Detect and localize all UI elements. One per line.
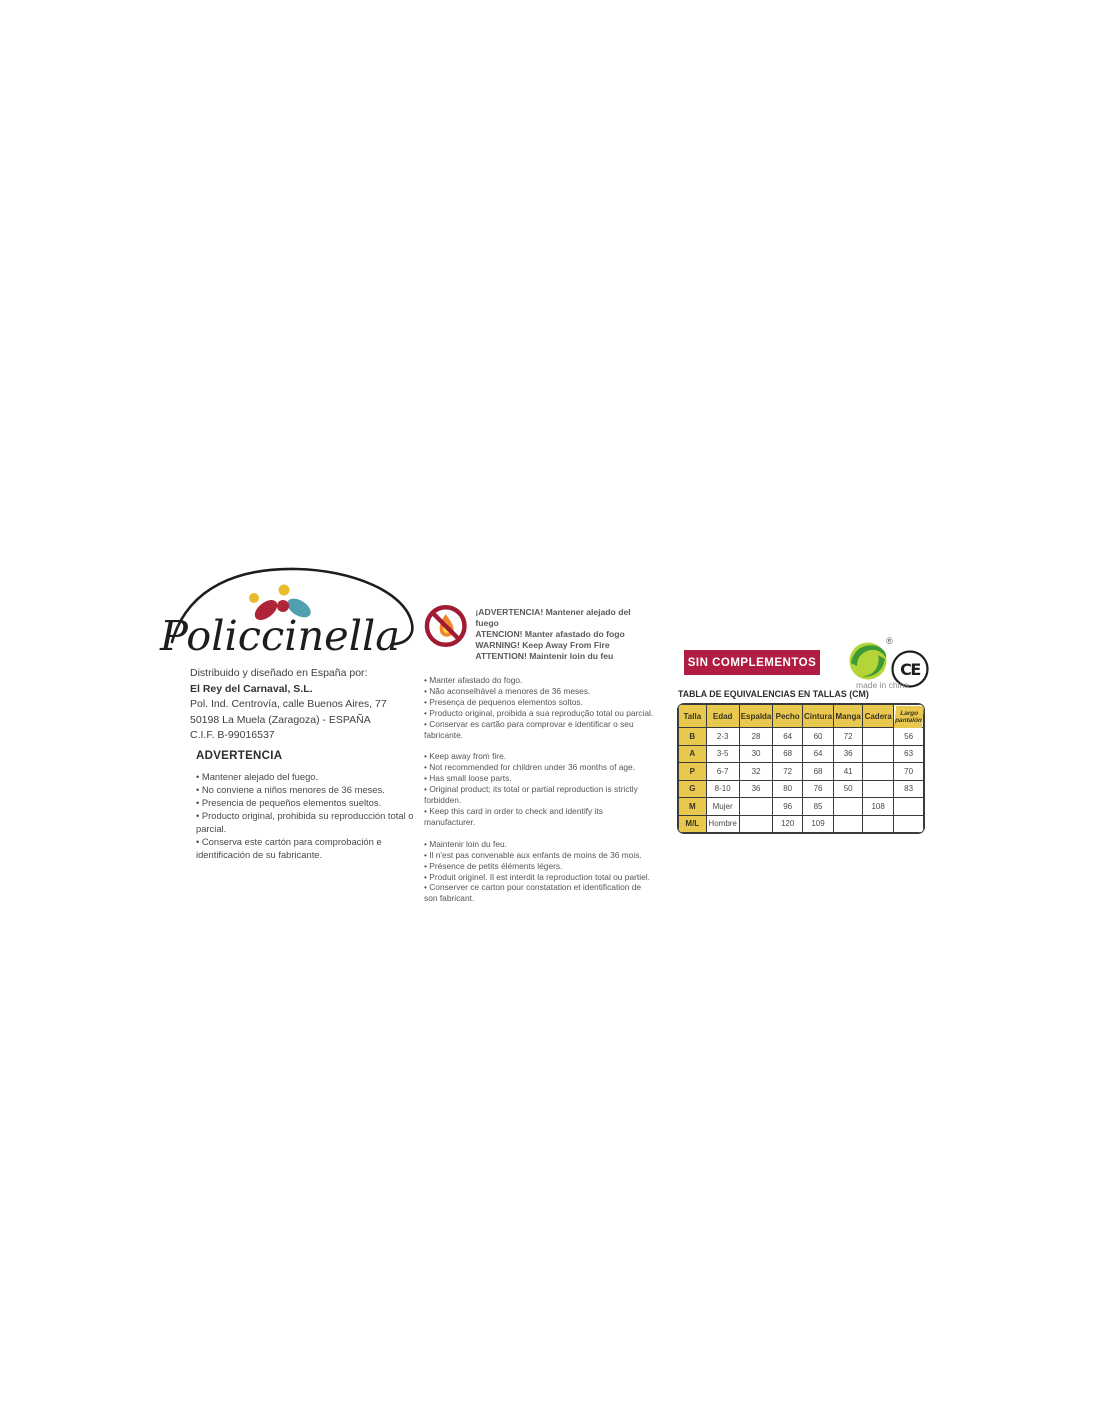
- table-row: [679, 763, 924, 781]
- warning-bullet: • Keep away from fire.: [424, 751, 507, 762]
- distributor-cif: C.I.F. B-99016537: [190, 729, 275, 741]
- measurement-cell: 2-3: [706, 728, 739, 746]
- measurement-cell: 120: [773, 815, 802, 833]
- made-in-label: made in china: [856, 680, 909, 690]
- size-code-cell: G: [679, 780, 707, 798]
- measurement-cell: 108: [863, 798, 894, 816]
- warnings-portuguese: [424, 675, 654, 740]
- size-table-body: [679, 728, 924, 833]
- warning-bullet: • Produit originel. Il est interdit la reproduction total ou partiel.: [424, 871, 650, 882]
- measurement-cell: [834, 815, 863, 833]
- measurement-cell: [739, 798, 773, 816]
- measurement-cell: 64: [802, 745, 833, 763]
- column-header: Pecho: [773, 705, 802, 728]
- measurement-cell: 41: [834, 763, 863, 781]
- warning-bullet: • Original product; its total or partial reproduction is strictly forbidden.: [424, 784, 638, 806]
- column-header: Manga: [834, 705, 863, 728]
- warnings-french: [424, 839, 654, 904]
- measurement-cell: [894, 815, 924, 833]
- measurement-cell: 72: [834, 728, 863, 746]
- advertencia-list: [196, 770, 416, 861]
- warning-bullet: • Manter afastado do fogo.: [424, 675, 523, 685]
- warning-bullet: • Conservar es cartão para comprovar e identificar o seu fabricante.: [424, 718, 634, 740]
- measurement-cell: [863, 763, 894, 781]
- measurement-cell: 3-5: [706, 745, 739, 763]
- table-row: [679, 780, 924, 798]
- size-code-cell: B: [679, 728, 707, 746]
- advertencia-section: [196, 750, 416, 861]
- measurement-cell: [863, 745, 894, 763]
- warning-bullet: • Il n'est pas convenable aux enfants de moins de 36 mois.: [424, 849, 642, 860]
- size-code-cell: A: [679, 745, 707, 763]
- table-row: [679, 728, 924, 746]
- measurement-cell: 28: [739, 728, 773, 746]
- measurement-cell: 50: [834, 780, 863, 798]
- fire-headline: WARNING! Keep Away From Fire: [475, 640, 610, 650]
- size-table-head-row: [679, 705, 924, 728]
- ce-letters: CE: [900, 660, 920, 679]
- measurement-cell: 83: [894, 780, 924, 798]
- warning-bullet: • Maintenir loin du feu.: [424, 838, 508, 849]
- advertencia-title: ADVERTENCIA: [196, 750, 283, 762]
- measurement-cell: [739, 815, 773, 833]
- warning-bullet: • Producto original, prohibida su reproducción total o parcial.: [196, 810, 414, 834]
- warning-bullet: • Producto original, proibida a sua reprodução total ou parcial.: [424, 707, 654, 718]
- measurement-cell: 32: [739, 763, 773, 781]
- fire-headline: ATENCION! Manter afastado do fogo: [475, 629, 625, 639]
- warning-bullet: • Keep this card in order to check and identify its manufacturer.: [424, 805, 603, 827]
- warning-bullet: • Presença de pequenos elementos soltos.: [424, 696, 583, 707]
- measurement-cell: 76: [802, 780, 833, 798]
- column-header: Cintura: [802, 705, 833, 728]
- warning-bullet: • Conserva este cartón para comprobación e identificación de su fabricante.: [196, 836, 382, 860]
- measurement-cell: 72: [773, 763, 802, 781]
- warning-bullet: • Presencia de pequeños elementos sueltos.: [196, 797, 382, 808]
- measurement-cell: 85: [802, 798, 833, 816]
- no-fire-icon: [424, 604, 467, 648]
- measurement-cell: 36: [739, 780, 773, 798]
- measurement-cell: 80: [773, 780, 802, 798]
- table-row: [679, 815, 924, 833]
- distributor-address-1: Pol. Ind. Centrovía, calle Buenos Aires, 77: [190, 698, 387, 710]
- column-header: Talla: [679, 705, 707, 728]
- fire-headline: ¡ADVERTENCIA! Mantener alejado del fuego: [475, 607, 631, 628]
- measurement-cell: 109: [802, 815, 833, 833]
- measurement-cell: [863, 815, 894, 833]
- measurement-cell: 96: [773, 798, 802, 816]
- measurement-cell: 6-7: [706, 763, 739, 781]
- warning-bullet: • Présence de petits éléments légers.: [424, 860, 563, 871]
- distributor-block: [190, 666, 420, 744]
- measurement-cell: 56: [894, 728, 924, 746]
- measurement-cell: 36: [834, 745, 863, 763]
- measurement-cell: 64: [773, 728, 802, 746]
- size-table-title: TABLA DE EQUIVALENCIAS EN TALLAS (CM): [678, 689, 869, 699]
- column-header: Largo pantalón: [892, 705, 924, 728]
- registered-trademark-icon: ®: [886, 636, 893, 646]
- size-code-cell: M/L: [679, 815, 707, 833]
- distributor-name: El Rey del Carnaval, S.L.: [190, 682, 313, 695]
- size-code-cell: P: [679, 763, 707, 781]
- distributor-intro: Distribuido y diseñado en España por:: [190, 667, 368, 679]
- size-code-cell: M: [679, 798, 707, 816]
- measurement-cell: [863, 728, 894, 746]
- measurement-cell: [834, 798, 863, 816]
- measurement-cell: 8-10: [706, 780, 739, 798]
- warning-bullet: • No conviene a niños menores de 36 meses.: [196, 784, 385, 795]
- measurement-cell: Mujer: [706, 798, 739, 816]
- policcinella-logo-graphic: [158, 566, 430, 662]
- fire-warning-header: [424, 604, 654, 662]
- size-table: [677, 703, 925, 834]
- sin-complementos-banner: SIN COMPLEMENTOS: [684, 650, 820, 675]
- measurement-cell: 68: [773, 745, 802, 763]
- warning-bullet: • Conserver ce carton pour constatation et identification de son fabricant.: [424, 882, 642, 904]
- warnings-english: [424, 751, 654, 827]
- multilingual-warnings: [424, 604, 654, 915]
- column-header: Cadera: [863, 705, 894, 728]
- warning-bullet: • Not recommended for children under 36 months of age.: [424, 762, 636, 773]
- column-header: Espalda: [739, 705, 773, 728]
- measurement-cell: Hombre: [706, 815, 739, 833]
- measurement-cell: 30: [739, 745, 773, 763]
- brand-name: Policcinella: [158, 612, 400, 660]
- fire-warning-headlines: [475, 604, 654, 662]
- distributor-address-2: 50198 La Muela (Zaragoza) - ESPAÑA: [190, 713, 371, 726]
- fire-headline: ATTENTION! Maintenir loin du feu: [475, 651, 614, 661]
- measurement-cell: 63: [894, 745, 924, 763]
- table-row: [679, 745, 924, 763]
- brand-logo: [158, 566, 430, 662]
- table-row: [679, 798, 924, 816]
- column-header: Edad: [706, 705, 739, 728]
- measurement-cell: [863, 780, 894, 798]
- warning-bullet: • Has small loose parts.: [424, 773, 512, 784]
- warning-bullet: • Mantener alejado del fuego.: [196, 771, 319, 782]
- measurement-cell: 60: [802, 728, 833, 746]
- warning-bullet: • Não aconselhável a menores de 36 meses.: [424, 685, 591, 696]
- measurement-cell: 68: [802, 763, 833, 781]
- measurement-cell: [894, 798, 924, 816]
- measurement-cell: 70: [894, 763, 924, 781]
